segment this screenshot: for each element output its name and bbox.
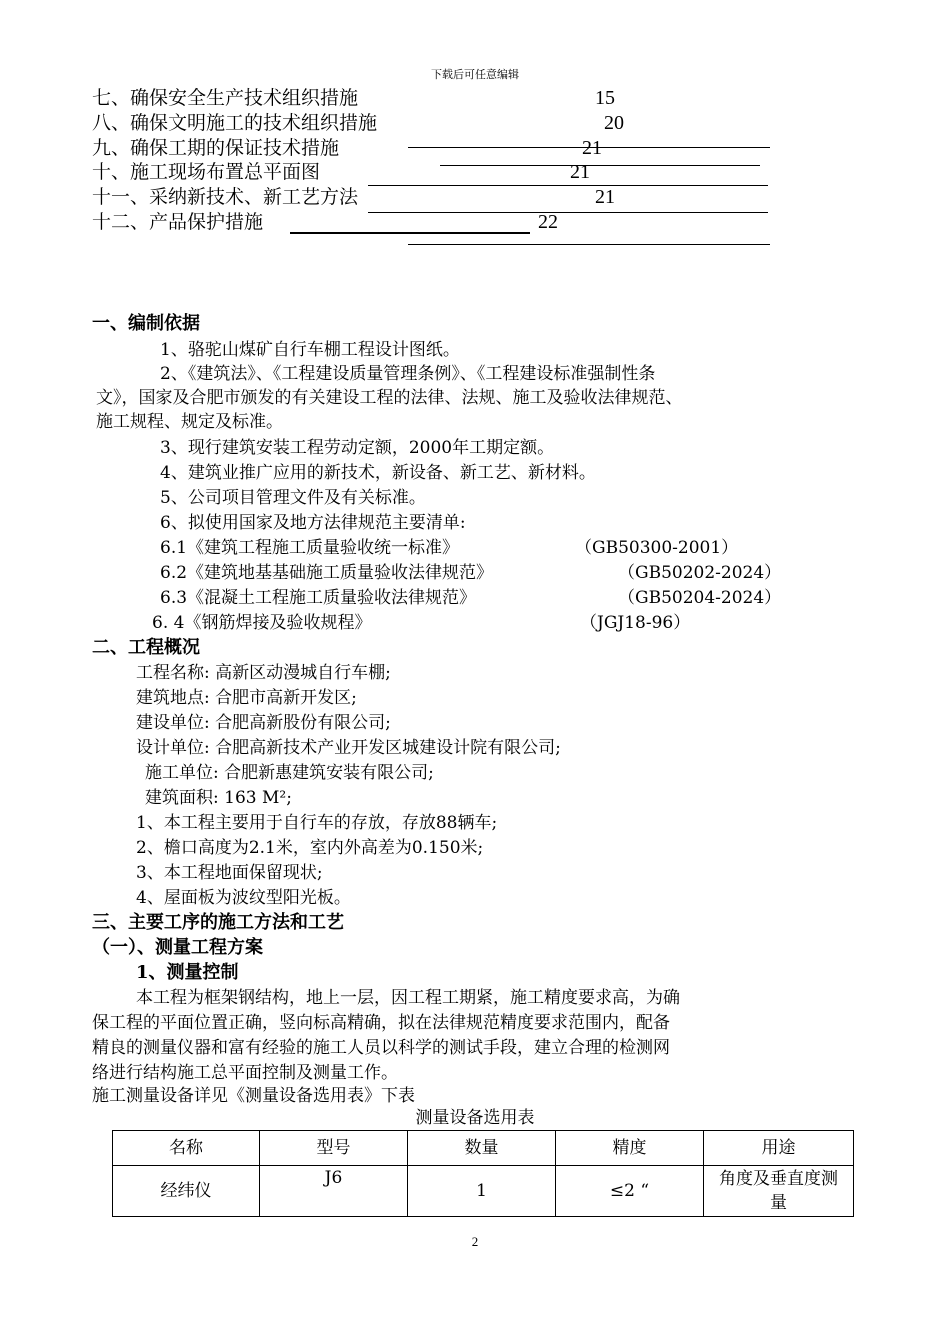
standard-name-2: 6.2《建筑地基基础施工质量验收法律规范》	[160, 563, 494, 583]
basis-item-4: 4、建筑业推广应用的新技术，新设备、新工艺、新材料。	[160, 463, 596, 483]
standard-code-3: （GB50204-2024）	[618, 588, 782, 608]
project-note-2: 2、檐口高度为2.1米，室内外高差为0.150米;	[136, 838, 484, 858]
section-3-title: 三、主要工序的施工方法和工艺	[92, 912, 344, 933]
standard-name-3: 6.3《混凝土工程施工质量验收法律规范》	[160, 588, 477, 608]
page-header: 下载后可任意编辑	[431, 68, 519, 81]
toc-item-11-page: 21	[595, 186, 615, 208]
toc-item-10-page: 21	[570, 161, 590, 183]
project-owner: 建设单位: 合肥高新股份有限公司;	[136, 713, 391, 733]
toc-leader-line	[408, 244, 770, 245]
table-header-model: 型号	[260, 1131, 408, 1166]
toc-item-7-page: 15	[595, 87, 615, 109]
basis-item-1: 1、骆驼山煤矿自行车棚工程设计图纸。	[160, 340, 460, 360]
toc-item-9-page: 21	[582, 137, 602, 159]
table-cell-quantity: 1	[408, 1166, 556, 1217]
project-location: 建筑地点: 合肥市高新开发区;	[136, 688, 357, 708]
basis-item-6: 6、拟使用国家及地方法律规范主要清单:	[160, 513, 466, 533]
table-header-row	[113, 1131, 854, 1166]
toc-item-8-label: 八、确保文明施工的技术组织措施	[92, 112, 378, 134]
table-header-name: 名称	[113, 1131, 260, 1166]
table-header-purpose: 用途	[704, 1131, 854, 1166]
table-title: 测量设备选用表	[415, 1108, 535, 1128]
standard-code-1: （GB50300-2001）	[575, 538, 739, 558]
table-row	[113, 1166, 854, 1217]
project-contractor: 施工单位: 合肥新惠建筑安装有限公司;	[145, 763, 434, 783]
project-area: 建筑面积: 163 M²;	[145, 788, 292, 808]
survey-control-heading: 1、测量控制	[136, 962, 239, 983]
basis-item-2: 2、《建筑法》、《工程建设质量管理条例》、《工程建设标准强制性条	[160, 364, 656, 384]
table-cell-model: J6	[260, 1166, 408, 1217]
basis-item-5: 5、公司项目管理文件及有关标准。	[160, 488, 426, 508]
toc-item-11-label: 十一、采纳新技术、新工艺方法	[92, 186, 359, 208]
toc-item-8-page: 20	[604, 112, 624, 134]
toc-item-10-label: 十、施工现场布置总平面图	[92, 161, 321, 183]
survey-para-line-3: 精良的测量仪器和富有经验的施工人员以科学的测试手段，建立合理的检测网	[92, 1038, 670, 1058]
basis-item-3: 3、现行建筑安装工程劳动定额，2000年工期定额。	[160, 438, 555, 458]
basis-item-2-cont: 文》，国家及合肥市颁发的有关建设工程的法律、法规、施工及验收法律规范、	[96, 388, 683, 408]
toc-item-12-label: 十二、产品保护措施	[92, 211, 264, 233]
project-note-1: 1、本工程主要用于自行车的存放，存放88辆车;	[136, 813, 498, 833]
section-3-subtitle: （一）、测量工程方案	[92, 937, 263, 958]
table-cell-precision: ≤2 “	[556, 1166, 704, 1217]
project-designer: 设计单位: 合肥高新技术产业开发区城建设计院有限公司;	[136, 738, 561, 758]
toc-leader-line	[368, 212, 768, 213]
table-header-precision: 精度	[556, 1131, 704, 1166]
toc-leader-line	[290, 232, 530, 234]
toc-leader-line	[368, 185, 768, 186]
toc-item-7-label: 七、确保安全生产技术组织措施	[92, 87, 359, 109]
section-1-title: 一、编制依据	[92, 313, 200, 334]
standard-code-4: （JGJ18-96）	[580, 613, 691, 633]
project-note-4: 4、屋面板为波纹型阳光板。	[136, 888, 351, 908]
standard-name-4: 6. 4《钢筋焊接及验收规程》	[152, 613, 372, 633]
table-header-quantity: 数量	[408, 1131, 556, 1166]
survey-para-line-4: 络进行结构施工总平面控制及测量工作。	[92, 1063, 398, 1083]
survey-para-line-1: 本工程为框架钢结构，地上一层，因工程工期紧，施工精度要求高，为确	[136, 988, 680, 1008]
table-cell-purpose: 角度及垂直度测量	[704, 1166, 854, 1217]
project-note-3: 3、本工程地面保留现状;	[136, 863, 323, 883]
toc-leader-line	[408, 147, 770, 148]
toc-item-12-page: 22	[538, 211, 558, 233]
project-name: 工程名称: 高新区动漫城自行车棚;	[136, 663, 391, 683]
toc-leader-line	[440, 165, 760, 166]
standard-name-1: 6.1《建筑工程施工质量验收统一标准》	[160, 538, 460, 558]
equipment-table	[112, 1130, 854, 1217]
page-number: 2	[471, 1234, 479, 1249]
standard-code-2: （GB50202-2024）	[618, 563, 782, 583]
basis-item-2-cont2: 施工规程、规定及标准。	[96, 412, 283, 432]
section-2-title: 二、工程概况	[92, 637, 200, 658]
table-intro: 施工测量设备详见《测量设备选用表》下表	[92, 1086, 415, 1106]
table-cell-name: 经纬仪	[113, 1166, 260, 1217]
survey-para-line-2: 保工程的平面位置正确，竖向标高精确，拟在法律规范精度要求范围内，配备	[92, 1013, 670, 1033]
toc-item-9-label: 九、确保工期的保证技术措施	[92, 137, 340, 159]
